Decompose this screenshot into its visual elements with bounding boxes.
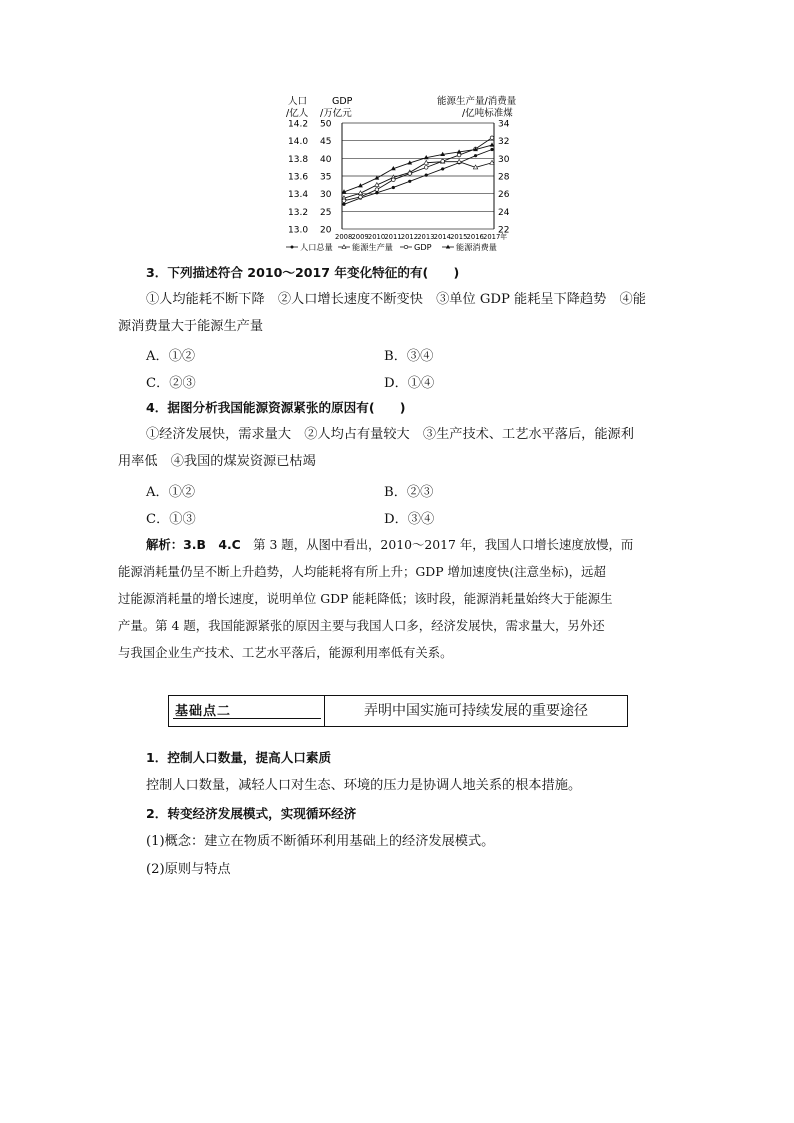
analysis-line4: 产量。第 4 题，我国能源紧张的原因主要与我国人口多，经济发展快，需求量大，另外还 [118, 618, 605, 633]
x-tick-label: 2009 [351, 233, 369, 241]
gdp-tick-label: 40 [320, 154, 332, 165]
heading-1: 1．控制人口数量，提高人口素质 [146, 750, 332, 765]
gdp-point [424, 166, 428, 170]
gdp-axis-title-2: /万亿元 [320, 108, 352, 119]
energy-tick-label: 32 [498, 137, 510, 148]
gdp-point [490, 136, 494, 140]
q4-option-d: D．③④ [384, 512, 435, 527]
q3-statements-line2: 源消费量大于能源生产量 [118, 319, 264, 334]
x-tick-label: 2016 [466, 233, 484, 241]
section-header-box [168, 695, 628, 727]
section-label-underline [173, 718, 321, 719]
x-tick-label: 2015 [450, 233, 468, 241]
energy-gdp-population-chart [282, 92, 532, 258]
legend-label: 人口总量 [300, 242, 333, 252]
gdp-tick-label: 30 [320, 190, 332, 201]
x-tick-label: 2008 [335, 233, 353, 241]
x-tick-label: 2014 [433, 233, 451, 241]
gdp-tick-label: 45 [320, 137, 332, 148]
energy-axis-title-1: 能源生产量/消费量 [437, 96, 517, 107]
series-line-3 [344, 138, 492, 201]
x-tick-label: 2011 [384, 233, 402, 241]
heading-2: 2．转变经济发展模式，实现循环经济 [146, 806, 357, 821]
gdp-tick-label: 35 [320, 172, 332, 183]
section-label-cell [169, 696, 325, 726]
line-chart [282, 92, 532, 258]
q4-option-a: A．①② [146, 485, 196, 500]
section-label: 基础点二 [175, 704, 232, 719]
series-line-1 [344, 150, 492, 205]
gdp-tick-label: 25 [320, 207, 332, 218]
q3-option-d: D．①④ [384, 376, 435, 391]
legend-marker-dot [291, 246, 294, 249]
population-point [474, 154, 477, 157]
legend-label: 能源生产量 [352, 242, 393, 252]
gdp-point [375, 188, 379, 192]
gdp-point [441, 159, 445, 163]
energy-tick-label: 26 [498, 190, 510, 201]
series-line-4 [344, 145, 492, 192]
gdp-point [392, 178, 396, 182]
population-point [408, 180, 411, 183]
gdp-point [457, 153, 461, 157]
population-point [490, 148, 493, 151]
gdp-axis-title-1: GDP [332, 96, 353, 107]
analysis-text1: 第 3 题，从图中看出，2010～2017 年，我国人口增长速度放慢，而 [240, 537, 634, 552]
paragraph-3: (2)原则与特点 [146, 862, 231, 877]
analysis-line3: 过能源消耗量的增长速度，说明单位 GDP 能耗降低；该时段，能源消耗量始终大于能源生 [118, 591, 613, 606]
pop-tick-label: 13.4 [288, 190, 309, 201]
gdp-tick-label: 20 [320, 225, 332, 236]
gdp-point [342, 199, 346, 203]
legend-label: 能源消费量 [456, 242, 497, 252]
analysis-head: 解析：3.B 4.C [146, 537, 241, 552]
analysis-line2: 能源消耗量仍呈不断上升趋势，人均能耗将有所上升；GDP 增加速度快(注意坐标)，远超 [118, 564, 606, 579]
q4-option-b: B．②③ [384, 485, 434, 500]
pop-tick-label: 14.2 [288, 119, 309, 130]
population-point [392, 186, 395, 189]
x-tick-label: 2010 [367, 233, 386, 241]
pop-tick-label: 14.0 [288, 137, 309, 148]
gdp-point [408, 172, 412, 176]
x-tick-label: 2013 [417, 233, 435, 241]
population-point [342, 203, 345, 206]
energy-tick-label: 34 [498, 119, 510, 130]
population-point [425, 174, 428, 177]
series-line-2 [344, 162, 492, 199]
pop-tick-label: 13.8 [288, 154, 309, 165]
q4-stem: 4．据图分析我国能源资源紧张的原因有( ) [146, 400, 406, 415]
analysis-line5: 与我国企业生产技术、工艺水平落后，能源利用率低有关系。 [118, 645, 453, 660]
pop-tick-label: 13.0 [288, 225, 309, 236]
energy-tick-label: 30 [498, 154, 510, 165]
q3-option-b: B．③④ [384, 349, 434, 364]
q3-statements-line1: ①人均能耗不断下降 ②人口增长速度不断变快 ③单位 GDP 能耗呈下降趋势 ④能 [146, 292, 646, 307]
paragraph-2: (1)概念：建立在物质不断循环利用基础上的经济发展模式。 [146, 834, 495, 849]
paragraph-1: 控制人口数量，减轻人口对生态、环境的压力是协调人地关系的根本措施。 [146, 778, 582, 793]
q3-option-c: C．②③ [146, 376, 196, 391]
q4-statements-line2: 用率低 ④我国的煤炭资源已枯竭 [118, 454, 316, 469]
q4-option-c: C．①③ [146, 512, 196, 527]
population-point [441, 167, 444, 170]
x-tick-label: 2017年 [483, 233, 508, 241]
x-tick-label: 2012 [400, 233, 419, 241]
gdp-point [359, 195, 363, 199]
gdp-tick-label: 50 [320, 119, 332, 130]
pop-axis-title-1: 人口 [288, 96, 308, 107]
q3-option-a: A．①② [146, 349, 196, 364]
legend-marker-open-circle [404, 245, 407, 248]
energy-tick-label: 24 [498, 207, 510, 218]
q3-stem: 3．下列描述符合 2010～2017 年变化特征的有( ) [146, 265, 460, 280]
analysis-line1 [146, 536, 633, 554]
pop-tick-label: 13.2 [288, 207, 309, 218]
q4-statements-line1: ①经济发展快，需求量大 ②人均占有量较大 ③生产技术、工艺水平落后，能源利 [146, 427, 634, 442]
legend-marker-triangle [446, 245, 450, 249]
pop-tick-label: 13.6 [288, 172, 309, 183]
legend-label: GDP [414, 242, 432, 252]
pop-axis-title-2: /亿人 [286, 108, 309, 119]
energy-tick-label: 22 [498, 225, 510, 236]
energy-axis-title-2: /亿吨标准煤 [462, 108, 513, 119]
energy-tick-label: 28 [498, 172, 510, 183]
section-title: 弄明中国实施可持续发展的重要途径 [364, 703, 588, 719]
